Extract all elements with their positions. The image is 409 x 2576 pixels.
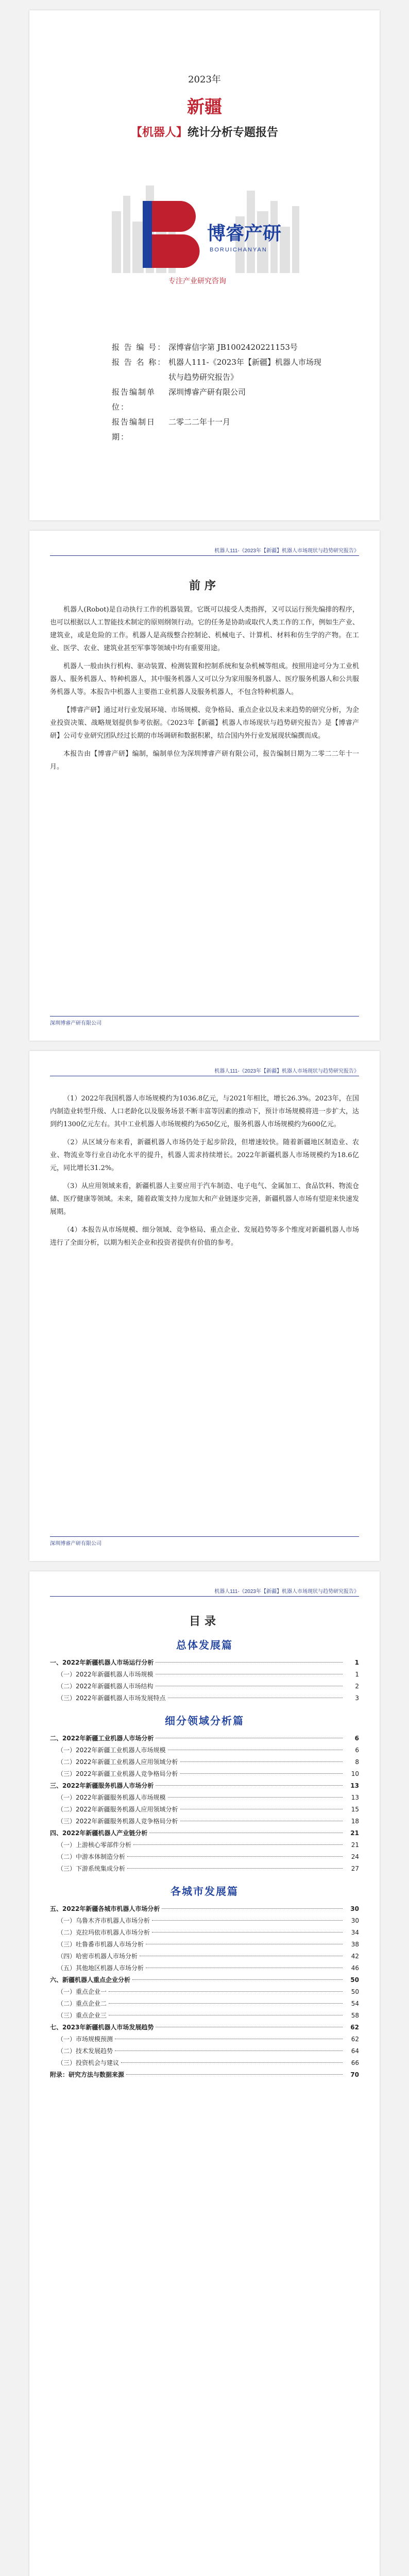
toc-entry-page: 10 bbox=[351, 1770, 359, 1777]
toc-entry[interactable] bbox=[50, 1657, 359, 1669]
toc-entry-label: 一、2022年新疆机器人市场运行分析 bbox=[50, 1659, 154, 1666]
toc-entry[interactable] bbox=[50, 1780, 359, 1792]
toc-entry-page: 3 bbox=[355, 1694, 359, 1702]
toc-entry[interactable] bbox=[50, 1733, 359, 1744]
toc-entry-label: 六、新疆机器人重点企业分析 bbox=[50, 1976, 131, 1984]
toc-entry-page: 1 bbox=[354, 1659, 359, 1666]
toc-entry-page: 30 bbox=[350, 1905, 359, 1912]
toc-entry[interactable] bbox=[50, 1804, 359, 1816]
toc-section-title: 总体发展篇 bbox=[176, 1639, 233, 1651]
toc-body bbox=[50, 1613, 359, 2081]
toc-leader-dots bbox=[133, 1844, 343, 1845]
toc-page bbox=[29, 1571, 380, 2576]
toc-entry-page: 21 bbox=[350, 1829, 359, 1837]
toc-entry-label: （一）2022年新疆机器人市场规模 bbox=[57, 1671, 154, 1678]
toc-leader-dots bbox=[152, 1920, 343, 1921]
page-header: 机器人111-《2023年【新疆】机器人市场现状与趋势研究报告》 bbox=[50, 546, 359, 556]
toc-entry[interactable] bbox=[50, 1998, 359, 2010]
toc-entry-label: 附录：研究方法与数据来源 bbox=[50, 2071, 125, 2078]
toc-entry-label: （二）克拉玛依市机器人市场分析 bbox=[57, 1929, 150, 1936]
toc-entry-page: 6 bbox=[354, 1735, 359, 1742]
toc-entry-label: 三、2022年新疆服务机器人市场分析 bbox=[50, 1782, 154, 1789]
logo-slogan: 专注产业研究咨询 bbox=[168, 277, 226, 285]
toc-entry-page: 24 bbox=[351, 1853, 359, 1860]
toc-entry-page: 38 bbox=[351, 1941, 359, 1948]
cover-page bbox=[29, 10, 380, 520]
toc-entry[interactable] bbox=[50, 1851, 359, 1863]
toc-leader-dots bbox=[152, 1932, 343, 1933]
toc-entry[interactable] bbox=[50, 1915, 359, 1927]
toc-entry-page: 64 bbox=[351, 2047, 359, 2055]
toc-entry-page: 13 bbox=[351, 1794, 359, 1801]
cover-year: 2023年 bbox=[188, 74, 221, 85]
toc-leader-dots bbox=[109, 1991, 343, 1992]
toc-entry-label: （二）中游本体制造分析 bbox=[57, 1853, 126, 1860]
logo-mark bbox=[143, 201, 200, 268]
cover-logo-banner bbox=[107, 155, 302, 304]
toc-entry-page: 8 bbox=[355, 1758, 359, 1766]
preface-page bbox=[29, 531, 380, 1041]
toc-entry-label: （一）重点企业一 bbox=[57, 1988, 107, 1995]
toc-entry-label: （四）哈密市机器人市场分析 bbox=[57, 1953, 138, 1960]
toc-entry-page: 34 bbox=[351, 1929, 359, 1936]
toc-entry-label: （一）乌鲁木齐市机器人市场分析 bbox=[57, 1917, 150, 1924]
preface-paragraph: 本报告由【博睿产研】编制，编制单位为深圳博睿产研有限公司，报告编制日期为二零二二年十一月。 bbox=[50, 750, 359, 771]
toc-entry[interactable] bbox=[50, 2069, 359, 2081]
toc-entry[interactable] bbox=[50, 1681, 359, 1692]
toc-entry-page: 62 bbox=[351, 2036, 359, 2043]
preface-paragraph: 机器人一般由执行机构、驱动装置、检测装置和控制系统和复杂机械等组成。按照用途可分为工业机器人、服务机器人、特种机器人，其中服务机器人又可以分为家用服务机器人、医疗服务机器人和公共服务机器人等。本报告中机器人主要指工业机器人及服务机器人，不包含特种机器人。 bbox=[50, 663, 359, 696]
meta-row: 报 告 编 号： 深博睿信字第 JB1002420221153号 bbox=[112, 343, 298, 352]
toc-leader-dots bbox=[132, 1979, 343, 1980]
toc-entry[interactable] bbox=[50, 1927, 359, 1939]
toc-entry-label: （五）其他地区机器人市场分析 bbox=[57, 1964, 144, 1972]
summary-page bbox=[29, 1051, 380, 1561]
toc-entry[interactable] bbox=[50, 1692, 359, 1704]
toc-entry-label: 四、2022年新疆机器人产业链分析 bbox=[50, 1829, 148, 1837]
toc-entry[interactable] bbox=[50, 2022, 359, 2033]
toc-entry-page: 70 bbox=[350, 2071, 359, 2078]
toc-title: 目录 bbox=[189, 1615, 220, 1628]
toc-entry[interactable] bbox=[50, 1974, 359, 1986]
toc-entry-page: 30 bbox=[351, 1917, 359, 1924]
toc-entry-label: （三）2022年新疆机器人市场发展特点 bbox=[57, 1694, 166, 1702]
toc-entry-label: （二）2022年新疆工业机器人应用领域分析 bbox=[57, 1758, 178, 1766]
toc-entry-label: （二）2022年新疆机器人市场结构 bbox=[57, 1683, 154, 1690]
toc-entry-label: （二）重点企业二 bbox=[57, 2000, 107, 2007]
toc-leader-dots bbox=[115, 2050, 343, 2051]
toc-leader-dots bbox=[156, 1785, 343, 1786]
toc-leader-dots bbox=[126, 2074, 343, 2075]
toc-entry[interactable] bbox=[50, 1744, 359, 1756]
summary-paragraph: （3）从应用领域来看，新疆机器人主要应用于汽车制造、电子电气、金属加工、食品饮料、物流仓储、医疗健康等领域。未来，随着政策支持力度加大和产业链逐步完善，新疆机器人市场有望迎来快速发展期。 bbox=[50, 1182, 359, 1216]
toc-entry[interactable] bbox=[50, 1768, 359, 1780]
toc-entry-label: （一）市场规模预测 bbox=[57, 2036, 113, 2043]
toc-entry-label: （三）2022年新疆工业机器人竞争格局分析 bbox=[57, 1770, 178, 1777]
toc-entry-page: 21 bbox=[351, 1841, 359, 1849]
toc-entry-page: 42 bbox=[351, 1953, 359, 1960]
toc-leader-dots bbox=[127, 1856, 343, 1857]
meta-row: 报告编制日期： 二零二二年十一月 bbox=[112, 417, 231, 442]
cover-meta bbox=[112, 340, 323, 445]
cover-title-rest: 统计分析专题报告 bbox=[188, 126, 279, 139]
toc-entry[interactable] bbox=[50, 1903, 359, 1915]
meta-row: 报 告 名 称： 机器人111-《2023年【新疆】机器人市场现状与趋势研究报告》 bbox=[112, 358, 321, 382]
summary-paragraph: （4）本报告从市场规模、细分领域、竞争格局、重点企业、发展趋势等多个维度对新疆机器人市场进行了全面分析，以期为相关企业和投资者提供有价值的参考。 bbox=[50, 1226, 359, 1247]
toc-entry-label: （三）吐鲁番市机器人市场分析 bbox=[57, 1941, 144, 1948]
page-footer: 深圳博睿产研有限公司 bbox=[50, 1016, 359, 1026]
toc-leader-dots bbox=[121, 2062, 343, 2063]
toc-entry[interactable] bbox=[50, 1986, 359, 1998]
cover-title-bracket: 【机器人】 bbox=[130, 126, 188, 139]
preface-paragraph: 机器人(Robot)是自动执行工作的机器装置。它既可以接受人类指挥，又可以运行预先编排的程序，也可以根据以人工智能技术制定的原则纲领行动。它的任务是协助或取代人类工作的工作，例如生产业、建筑业，或是危险的工作。机器人是高级整合控制论、机械电子、计算机、材料和仿生学的产物。在工业、医学、农业、建筑业甚至军事等领域中均有重要用途。 bbox=[50, 606, 359, 652]
toc-entry-label: （三）投资机会与建议 bbox=[57, 2059, 120, 2066]
meta-row: 报告编制单位： 深圳博睿产研有限公司 bbox=[112, 387, 246, 412]
toc-entry[interactable] bbox=[50, 1816, 359, 1827]
summary-paragraph: （2）从区域分布来看，新疆机器人市场仍处于起步阶段，但增速较快。随着新疆地区制造业、农业、物流业等行业自动化水平的提升，机器人需求持续增长。2022年新疆机器人市场规模约为18.6亿元，同比增长31.2%。 bbox=[50, 1139, 359, 1172]
toc-entry-label: （二）2022年新疆服务机器人应用领域分析 bbox=[57, 1806, 178, 1813]
toc-list bbox=[50, 1637, 359, 2081]
toc-entry[interactable] bbox=[50, 1839, 359, 1851]
toc-entry-label: （三）2022年新疆服务机器人竞争格局分析 bbox=[57, 1818, 178, 1825]
toc-entry-label: （一）2022年新疆工业机器人市场规模 bbox=[57, 1747, 166, 1754]
toc-leader-dots bbox=[180, 1773, 343, 1774]
toc-entry-label: （一）2022年新疆服务机器人市场规模 bbox=[57, 1794, 166, 1801]
toc-leader-dots bbox=[109, 2003, 343, 2004]
toc-entry-page: 1 bbox=[355, 1671, 359, 1678]
page-footer: 深圳博睿产研有限公司 bbox=[50, 1536, 359, 1547]
toc-entry-page: 2 bbox=[355, 1683, 359, 1690]
toc-leader-dots bbox=[168, 1797, 343, 1798]
toc-section-title: 细分领域分析篇 bbox=[165, 1715, 244, 1727]
toc-entry-page: 50 bbox=[351, 1988, 359, 1995]
toc-entry[interactable] bbox=[50, 2057, 359, 2069]
toc-entry-page: 58 bbox=[351, 2012, 359, 2019]
toc-leader-dots bbox=[162, 1908, 343, 1909]
summary-paragraph: （1）2022年我国机器人市场规模约为1036.8亿元，与2021年相比，增长26.3%。2023年，在国内制造业转型升级、人口老龄化以及服务场景不断丰富等因素的推动下，预计市场规模将进一步扩大，达到约1300亿元左右。其中工业机器人市场规模约为650亿元，服务机器人市场规模约为600亿元。 bbox=[50, 1095, 359, 1128]
toc-entry-label: （三）重点企业三 bbox=[57, 2012, 107, 2019]
toc-leader-dots bbox=[156, 1662, 343, 1663]
page-header: 机器人111-《2023年【新疆】机器人市场现状与趋势研究报告》 bbox=[50, 1066, 359, 1076]
toc-entry-page: 62 bbox=[350, 2024, 359, 2031]
toc-leader-dots bbox=[180, 1761, 343, 1762]
cover-title bbox=[29, 124, 380, 140]
toc-entry-label: （三）下游系统集成分析 bbox=[57, 1865, 126, 1872]
toc-entry[interactable] bbox=[50, 1951, 359, 1962]
toc-entry[interactable] bbox=[50, 1827, 359, 1839]
toc-entry-label: 七、2023年新疆机器人市场发展趋势 bbox=[50, 2024, 154, 2031]
toc-leader-dots bbox=[127, 1868, 343, 1869]
toc-entry-page: 18 bbox=[351, 1818, 359, 1825]
toc-entry[interactable] bbox=[50, 1939, 359, 1951]
page-header: 机器人111-《2023年【新疆】机器人市场现状与趋势研究报告》 bbox=[50, 1587, 359, 1597]
toc-entry-page: 66 bbox=[351, 2059, 359, 2066]
toc-entry-label: 二、2022年新疆工业机器人市场分析 bbox=[50, 1735, 154, 1742]
preface-title: 前序 bbox=[189, 580, 220, 592]
summary-body bbox=[50, 1092, 359, 1255]
toc-entry[interactable] bbox=[50, 1756, 359, 1768]
preface-paragraph: 【博睿产研】通过对行业发展环境、市场规模、竞争格局、重点企业以及未来趋势的研究分析，为企业投资决策、战略规划提供参考依据。《2023年【新疆】机器人市场现状与趋势研究报告》是【博睿产研】公司专业研究团队经过长期的市场调研和数据积累，结合国内外行业发展现状编撰而成。 bbox=[50, 706, 359, 740]
toc-entry-page: 6 bbox=[355, 1747, 359, 1754]
toc-entry-page: 27 bbox=[351, 1865, 359, 1872]
toc-entry[interactable] bbox=[50, 1669, 359, 1681]
toc-entry-label: （一）上游核心零部件分析 bbox=[57, 1841, 132, 1849]
toc-entry-page: 54 bbox=[351, 2000, 359, 2007]
toc-section-title: 各城市发展篇 bbox=[171, 1885, 238, 1897]
toc-entry-label: 五、2022年新疆各城市机器人市场分析 bbox=[50, 1905, 160, 1912]
preface-body bbox=[50, 577, 359, 778]
toc-entry-page: 13 bbox=[350, 1782, 359, 1789]
toc-entry-page: 46 bbox=[351, 1964, 359, 1972]
toc-entry[interactable] bbox=[50, 1792, 359, 1804]
logo-en: BORUICHANYAN bbox=[210, 247, 267, 253]
toc-entry[interactable] bbox=[50, 1962, 359, 1974]
toc-entry[interactable] bbox=[50, 2033, 359, 2045]
toc-entry-page: 50 bbox=[350, 1976, 359, 1984]
toc-entry[interactable] bbox=[50, 2010, 359, 2022]
toc-entry-label: （二）技术发展趋势 bbox=[57, 2047, 113, 2055]
toc-entry[interactable] bbox=[50, 1863, 359, 1875]
cover-region: 新疆 bbox=[187, 97, 222, 117]
toc-entry[interactable] bbox=[50, 2045, 359, 2057]
toc-entry-page: 15 bbox=[351, 1806, 359, 1813]
logo-cn: 博睿产研 bbox=[207, 223, 282, 244]
